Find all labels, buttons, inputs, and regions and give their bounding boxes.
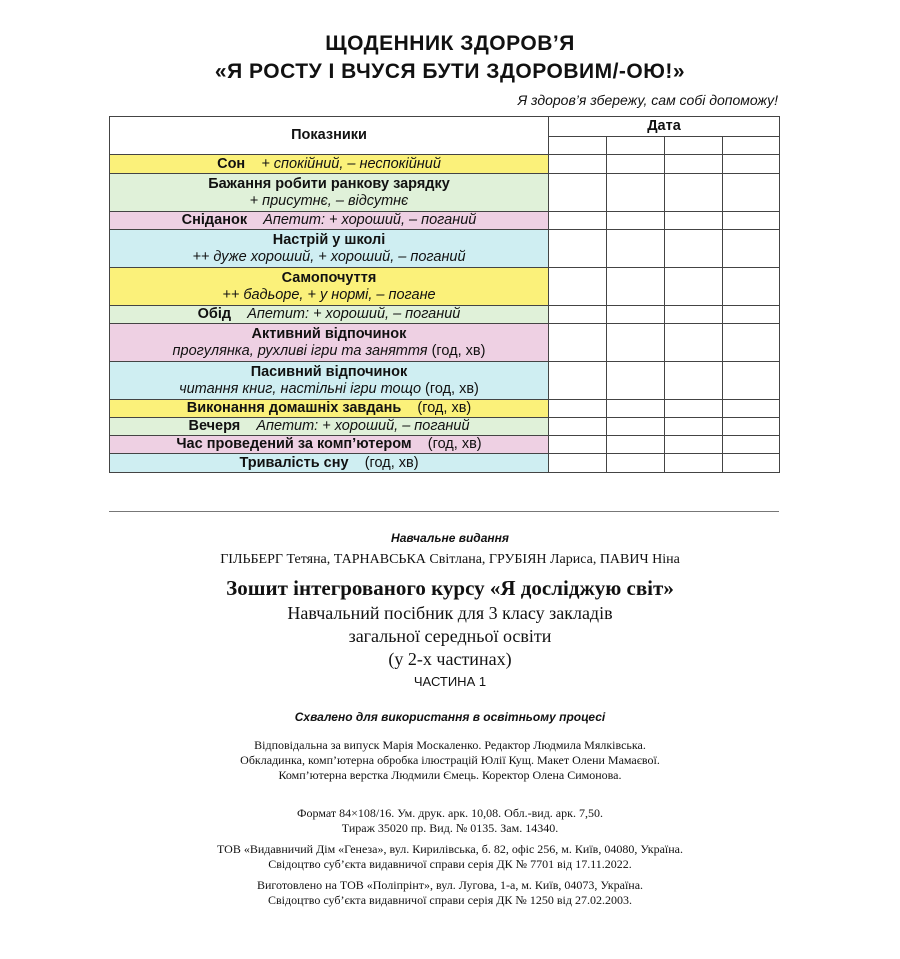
diary-row <box>110 324 780 362</box>
diary-row <box>110 155 780 174</box>
indicator-name: Обід <box>197 306 232 322</box>
diary-subtitle: «Я РОСТУ І ВЧУСЯ БУТИ ЗДОРОВИМ/-ОЮ!» <box>214 60 686 83</box>
entry-cell[interactable] <box>549 230 607 268</box>
approval-note: Схвалено для використання в освітньому процесі <box>294 710 606 724</box>
indicator-cell <box>110 436 549 454</box>
indicator-name: Пасивний відпочинок <box>250 363 408 380</box>
entry-cell[interactable] <box>607 174 665 212</box>
diary-row <box>110 362 780 400</box>
entry-cell[interactable] <box>549 324 607 362</box>
entry-cell[interactable] <box>549 362 607 400</box>
entry-cell[interactable] <box>665 418 723 436</box>
diary-row <box>110 400 780 418</box>
indicator-unit: (год, хв) <box>431 342 486 359</box>
publisher-line: Свідоцтво суб’єкта видавничої справи серія ДК № 7701 від 17.11.2022. <box>268 857 632 871</box>
indicator-cell <box>110 306 549 324</box>
indicator-name: Час проведений за комп’ютером <box>176 436 412 452</box>
indicator-scale: читання книг, настільні ігри тощо <box>179 380 422 397</box>
diary-row <box>110 418 780 436</box>
entry-cell[interactable] <box>665 400 723 418</box>
entry-cell[interactable] <box>549 400 607 418</box>
entry-cell[interactable] <box>665 155 723 174</box>
credits-line: Обкладинка, комп’ютерна обробка ілюстрацій Юлії Кущ. Макет Олени Мамаєвої. <box>240 753 660 767</box>
indicator-name: Вечеря <box>188 418 241 434</box>
credits-line: Відповідальна за випуск Марія Москаленко. Редактор Людмила Мялківська. <box>254 738 646 752</box>
entry-cell[interactable] <box>665 268 723 306</box>
entry-cell[interactable] <box>665 362 723 400</box>
edition-label: Навчальне видання <box>391 531 509 545</box>
entry-cell[interactable] <box>549 306 607 324</box>
entry-cell[interactable] <box>723 454 780 473</box>
diary-row <box>110 454 780 473</box>
entry-cell[interactable] <box>549 436 607 454</box>
entry-cell[interactable] <box>723 174 780 212</box>
diary-row <box>110 436 780 454</box>
entry-cell[interactable] <box>607 400 665 418</box>
entry-cell[interactable] <box>607 418 665 436</box>
indicator-scale: Апетит: + хороший, – поганий <box>247 306 461 322</box>
entry-cell[interactable] <box>607 362 665 400</box>
entry-cell[interactable] <box>549 174 607 212</box>
manufacturer-line: Виготовлено на ТОВ «Поліпрінт», вул. Лугова, 1-а, м. Київ, 04073, Україна. <box>256 878 644 892</box>
diary-title: ЩОДЕННИК ЗДОРОВ’Я <box>325 32 575 55</box>
format-line: Тираж 35020 пр. Вид. № 0135. Зам. 14340. <box>341 821 559 835</box>
authors: ГІЛЬБЕРГ Тетяна, ТАРНАВСЬКА Світлана, ГРУБІЯН Лариса, ПАВИЧ Ніна <box>220 552 680 567</box>
entry-cell[interactable] <box>723 212 780 230</box>
indicator-scale: ++ дуже хороший, + хороший, – поганий <box>192 248 466 265</box>
indicator-scale: ++ бадьоре, + у нормі, – погане <box>222 286 436 303</box>
entry-cell[interactable] <box>549 212 607 230</box>
entry-cell[interactable] <box>607 268 665 306</box>
entry-cell[interactable] <box>723 418 780 436</box>
entry-cell[interactable] <box>665 212 723 230</box>
entry-cell[interactable] <box>549 155 607 174</box>
entry-cell[interactable] <box>723 155 780 174</box>
entry-cell[interactable] <box>665 174 723 212</box>
indicator-name: Сон <box>217 155 246 172</box>
entry-cell[interactable] <box>549 454 607 473</box>
entry-cell[interactable] <box>723 436 780 454</box>
book-subtitle-line2: загальної середньої освіти <box>348 626 552 646</box>
entry-cell[interactable] <box>665 454 723 473</box>
entry-cell[interactable] <box>723 230 780 268</box>
divider <box>109 511 779 512</box>
entry-cell[interactable] <box>607 436 665 454</box>
indicator-name: Самопочуття <box>281 269 377 286</box>
indicator-scale: Апетит: + хороший, – поганий <box>263 212 477 228</box>
diary-row <box>110 306 780 324</box>
indicators-header: Показники <box>110 117 549 155</box>
diary-row <box>110 268 780 306</box>
entry-cell[interactable] <box>607 454 665 473</box>
indicator-name: Сніданок <box>181 212 248 228</box>
entry-cell[interactable] <box>665 324 723 362</box>
date-header: Дата <box>549 117 780 137</box>
indicator-name: Бажання робити ранкову зарядку <box>208 175 450 192</box>
indicator-cell <box>110 362 549 400</box>
indicator-unit: (год, хв) <box>425 380 479 397</box>
format-line: Формат 84×108/16. Ум. друк. арк. 10,08. Обл.-вид. арк. 7,50. <box>297 806 603 820</box>
indicator-name: Настрій у школі <box>272 231 386 248</box>
indicator-scale: + присутнє, – відсутнє <box>249 192 409 209</box>
indicator-cell <box>110 324 549 362</box>
entry-cell[interactable] <box>723 324 780 362</box>
indicator-cell <box>110 268 549 306</box>
indicator-scale: + спокійний, – неспокійний <box>261 155 441 172</box>
indicator-cell <box>110 212 549 230</box>
entry-cell[interactable] <box>549 268 607 306</box>
book-subtitle-line3: (у 2-х частинах) <box>388 649 512 669</box>
book-title: Зошит інтегрованого курсу «Я досліджую світ» <box>226 576 674 600</box>
indicator-scale: прогулянка, рухливі ігри та заняття <box>172 342 428 359</box>
entry-cell[interactable] <box>665 306 723 324</box>
book-subtitle-line1: Навчальний посібник для 3 класу закладів <box>287 603 613 623</box>
entry-cell[interactable] <box>607 324 665 362</box>
entry-cell[interactable] <box>607 212 665 230</box>
indicator-unit: (год, хв) <box>364 454 419 471</box>
diary-rows <box>110 155 780 473</box>
indicator-name: Активний відпочинок <box>251 325 407 342</box>
entry-cell[interactable] <box>607 306 665 324</box>
indicator-scale: Апетит: + хороший, – поганий <box>256 418 470 434</box>
entry-cell[interactable] <box>607 230 665 268</box>
entry-cell[interactable] <box>607 155 665 174</box>
indicator-cell <box>110 174 549 212</box>
indicator-name: Тривалість сну <box>239 454 349 471</box>
diary-row <box>110 212 780 230</box>
entry-cell[interactable] <box>723 362 780 400</box>
indicator-cell <box>110 454 549 473</box>
indicator-unit: (год, хв) <box>417 400 472 416</box>
publisher-line: ТОВ «Видавничий Дім «Генеза», вул. Кирилівська, б. 82, офіс 256, м. Київ, 04080, Україна. <box>216 842 683 856</box>
indicator-cell <box>110 230 549 268</box>
part-label: ЧАСТИНА 1 <box>413 674 487 689</box>
manufacturer-line: Свідоцтво суб’єкта видавничої справи серія ДК № 1250 від 27.02.2003. <box>268 893 632 907</box>
indicator-cell <box>110 418 549 436</box>
date-cell[interactable] <box>549 137 607 155</box>
motto: Я здоров’я збережу, сам собі допоможу! <box>517 92 778 108</box>
credits-line: Комп’ютерна верстка Людмили Ємець. Коректор Олена Симонова. <box>278 768 622 782</box>
entry-cell[interactable] <box>723 268 780 306</box>
entry-cell[interactable] <box>723 306 780 324</box>
date-cell[interactable] <box>665 137 723 155</box>
indicator-cell <box>110 155 549 174</box>
diary-row <box>110 230 780 268</box>
indicator-name: Виконання домашніх завдань <box>186 400 402 416</box>
date-cell[interactable] <box>607 137 665 155</box>
health-diary-table <box>109 116 780 473</box>
entry-cell[interactable] <box>665 230 723 268</box>
entry-cell[interactable] <box>549 418 607 436</box>
indicator-unit: (год, хв) <box>427 436 482 452</box>
entry-cell[interactable] <box>723 400 780 418</box>
indicator-cell <box>110 400 549 418</box>
diary-row <box>110 174 780 212</box>
date-cell[interactable] <box>723 137 780 155</box>
entry-cell[interactable] <box>665 436 723 454</box>
